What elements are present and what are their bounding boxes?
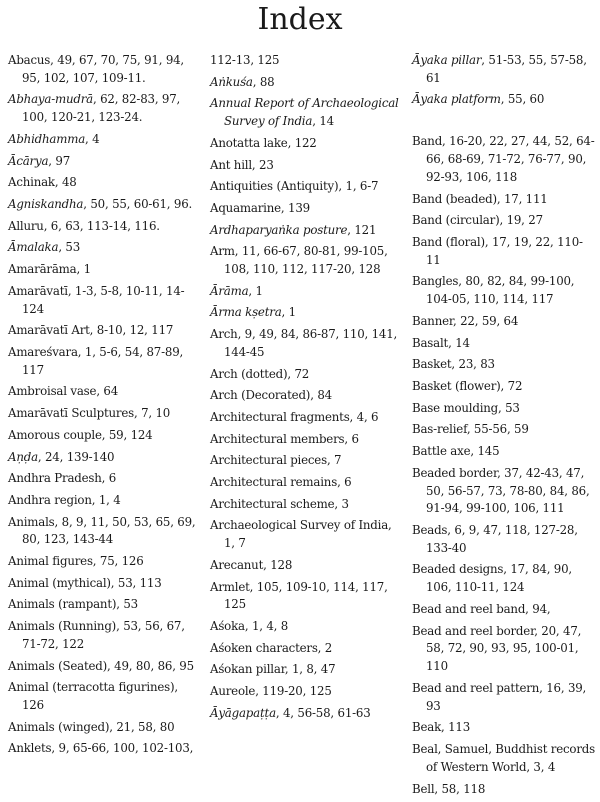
index-entry: Ārāma, 1	[210, 283, 263, 298]
index-column-1	[8, 52, 200, 762]
index-entry: Bas-relief, 55-56, 59	[412, 422, 529, 437]
index-entry: Ambroisal vase, 64	[8, 384, 119, 399]
index-entry: Animal (terracotta figurines), 126	[8, 680, 178, 713]
index-headword: Āyaka pillar	[412, 53, 482, 67]
index-headword: Agniskandha	[8, 197, 84, 212]
index-entry: Agniskandha, 50, 55, 60-61, 96.	[8, 197, 193, 212]
index-entry: Āyāgapaṭṭa, 4, 56-58, 61-63	[210, 705, 371, 720]
index-entry: Achinak, 48	[8, 175, 77, 190]
index-entry: Animals (rampant), 53	[8, 597, 138, 612]
index-entry: Anotatta lake, 122	[210, 135, 317, 150]
index-entry: Architectural remains, 6	[210, 475, 352, 490]
index-entry: Animals (Running), 53, 56, 67, 71-72, 122	[8, 619, 185, 651]
index-entry: Amarārāma, 1	[8, 262, 91, 277]
index-entry: Animals, 8, 9, 11, 50, 53, 65, 69, 80, 123, 143-44	[8, 514, 196, 547]
index-entry: Bangles, 80, 82, 84, 99-100, 104-05, 110, 114, 117	[412, 274, 575, 307]
index-entry: Aṅkuśa, 88	[210, 74, 275, 89]
index-entry: Bell, 58, 118	[412, 781, 486, 796]
index-headword: Aṇḍa	[8, 449, 38, 464]
index-entry: Band, 16-20, 22, 27, 44, 52, 64-66, 68-69, 71-72, 76-77, 90, 92-93, 106, 118	[412, 134, 595, 184]
index-entry: 112-13, 125	[210, 53, 280, 67]
index-entry: Archaeological Survey of India, 1, 7	[210, 518, 392, 551]
index-headword: Abhaya-mudrā	[8, 92, 93, 107]
index-headword: Ārāma	[210, 283, 249, 298]
index-entry: Alluru, 6, 63, 113-14, 116.	[8, 218, 160, 233]
index-entry: Bead and reel border, 20, 47, 58, 72, 90, 93, 95, 100-01, 110	[412, 623, 582, 674]
index-entry: Bead and reel pattern, 16, 39, 93	[412, 680, 587, 713]
index-entry: Antiquities (Antiquity), 1, 6-7	[210, 179, 379, 194]
index-entry: Amarāvatī, 1-3, 5-8, 10-11, 14-124	[8, 283, 185, 316]
index-entry: Abhidhamma, 4	[8, 131, 100, 146]
index-entry: Banner, 22, 59, 64	[412, 313, 519, 328]
index-entry: Beads, 6, 9, 47, 118, 127-28, 133-40	[412, 523, 578, 555]
index-entry: Aṇḍa, 24, 139-140	[8, 449, 115, 464]
index-entry: Āyaka pillar, 51-53, 55, 57-58, 61	[412, 53, 587, 85]
index-entry: Battle axe, 145	[412, 444, 500, 459]
index-entry: Arch, 9, 49, 84, 86-87, 110, 141, 144-45	[210, 327, 398, 359]
index-entry: Andhra region, 1, 4	[8, 492, 121, 507]
index-headword: Ārma kṣetra	[210, 305, 282, 320]
index-entry: Arch (Decorated), 84	[210, 388, 332, 403]
index-column-2	[210, 52, 402, 727]
index-entry: Band (circular), 19, 27	[412, 213, 543, 228]
index-entry: Band (beaded), 17, 111	[412, 191, 548, 206]
index-headword: Ardhaparyaṅka posture	[210, 222, 348, 237]
index-entry: Arch (dotted), 72	[210, 366, 310, 381]
index-entry: Amarāvatī Art, 8-10, 12, 117	[8, 323, 174, 338]
index-entry: Architectural pieces, 7	[210, 453, 342, 468]
index-entry: Beak, 113	[412, 720, 471, 735]
index-entry: Beaded designs, 17, 84, 90, 106, 110-11, 124	[412, 562, 572, 595]
index-headword: Aṅkuśa	[210, 74, 253, 89]
index-entry: Ardhaparyaṅka posture, 121	[210, 222, 377, 237]
index-entry: Beal, Samuel, Buddhist records of Western World, 3, 4	[412, 742, 595, 774]
index-column-3	[412, 52, 596, 802]
index-entry: Basket (flower), 72	[412, 378, 523, 393]
index-entry: Abacus, 49, 67, 70, 75, 91, 94, 95, 102, 107, 109-11.	[8, 53, 184, 85]
index-entry: Animal (mythical), 53, 113	[8, 575, 162, 590]
index-entry: Aśokan pillar, 1, 8, 47	[210, 662, 336, 677]
index-entry: Annual Report of Archaeological Survey of India, 14	[210, 96, 399, 129]
index-entry: Architectural fragments, 4, 6	[210, 410, 379, 425]
index-entry: Architectural members, 6	[210, 431, 359, 446]
index-entry: Aśoka, 1, 4, 8	[210, 619, 289, 634]
index-entry: Animals (winged), 21, 58, 80	[8, 719, 175, 734]
index-entry: Arecanut, 128	[210, 557, 293, 572]
index-headword: Āmalaka	[8, 240, 59, 255]
index-headword: Abhidhamma	[8, 131, 86, 146]
index-entry: Abhaya-mudrā, 62, 82-83, 97, 100, 120-21, 123-24.	[8, 92, 181, 125]
index-headword: Annual Report of Archaeological Survey of India	[210, 96, 399, 129]
index-entry: Architectural scheme, 3	[210, 496, 349, 511]
index-entry: Amorous couple, 59, 124	[8, 427, 153, 442]
index-entry: Armlet, 105, 109-10, 114, 117, 125	[210, 579, 388, 612]
index-entry: Ārma kṣetra, 1	[210, 305, 296, 320]
index-headword: Āyāgapaṭṭa	[210, 705, 276, 720]
index-entry: Andhra Pradesh, 6	[8, 471, 117, 486]
index-entry: Āyaka platform, 55, 60	[412, 92, 545, 107]
index-entry: Arm, 11, 66-67, 80-81, 99-105, 108, 110, 112, 117-20, 128	[210, 244, 388, 277]
index-headword: Ācārya	[8, 153, 49, 168]
index-entry: Bead and reel band, 94,	[412, 601, 551, 616]
index-entry: Amarāvatī Sculptures, 7, 10	[8, 406, 171, 421]
index-entry: Base moulding, 53	[412, 400, 520, 415]
index-entry: Animal figures, 75, 126	[8, 554, 144, 569]
index-entry: Āmalaka, 53	[8, 240, 81, 255]
index-entry: Ācārya, 97	[8, 153, 71, 168]
index-entry: Aśoken characters, 2	[210, 640, 333, 655]
index-entry: Basket, 23, 83	[412, 357, 495, 372]
index-entry: Beaded border, 37, 42-43, 47, 50, 56-57, 73, 78-80, 84, 86, 91-94, 99-100, 106, 111	[412, 465, 590, 516]
index-entry: Anklets, 9, 65-66, 100, 102-103,	[8, 741, 194, 756]
index-entry: Animals (Seated), 49, 80, 86, 95	[8, 658, 194, 673]
index-entry: Basalt, 14	[412, 335, 470, 350]
index-entry: Band (floral), 17, 19, 22, 110-11	[412, 234, 583, 267]
page-title: Index	[257, 2, 343, 37]
index-entry: Amareśvara, 1, 5-6, 54, 87-89, 117	[8, 344, 184, 377]
index-headword: Āyaka platform	[412, 92, 501, 107]
index-entry: Aquamarine, 139	[210, 200, 310, 215]
index-entry: Aureole, 119-20, 125	[210, 684, 332, 699]
index-entry: Ant hill, 23	[210, 157, 274, 172]
